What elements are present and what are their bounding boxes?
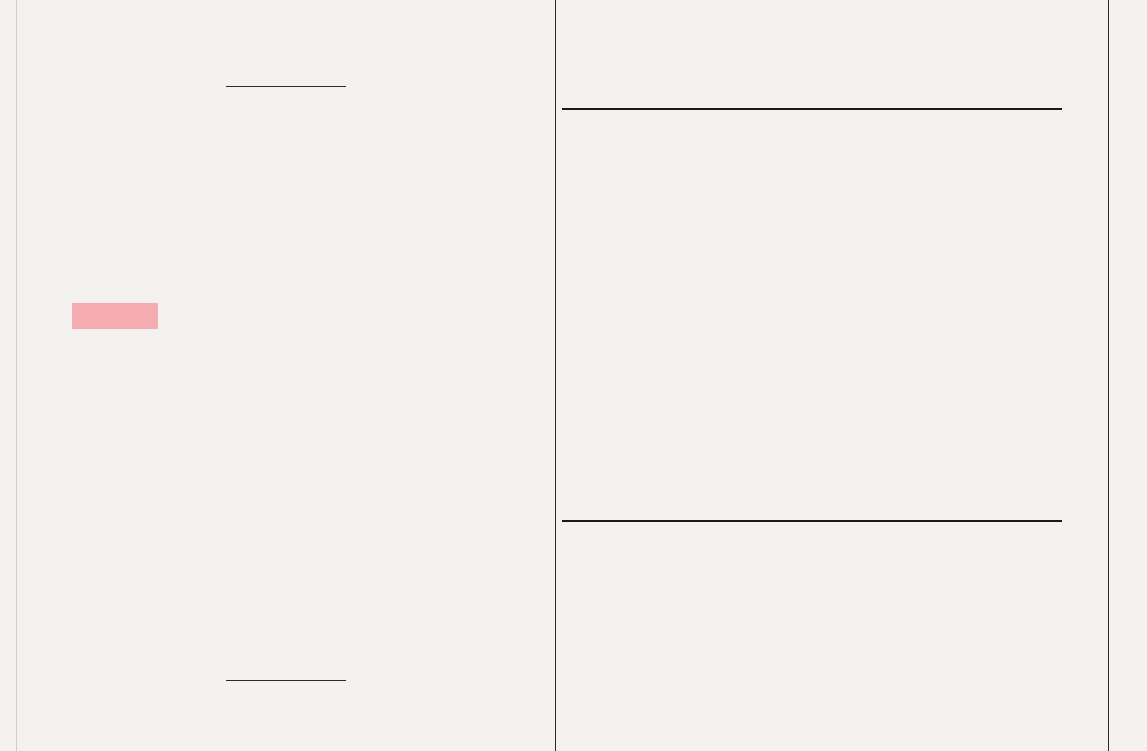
left-divider-rule xyxy=(226,680,346,681)
highlighted-word xyxy=(72,303,158,329)
left-column xyxy=(26,0,546,751)
column-divider xyxy=(555,0,556,751)
right-column xyxy=(562,0,1102,751)
section-rule xyxy=(562,108,1062,110)
left-divider-rule xyxy=(226,86,346,87)
section-rule xyxy=(562,520,1062,522)
far-left-column xyxy=(0,0,17,751)
far-right-column xyxy=(1108,0,1147,751)
highlighted-word-text xyxy=(72,305,76,327)
